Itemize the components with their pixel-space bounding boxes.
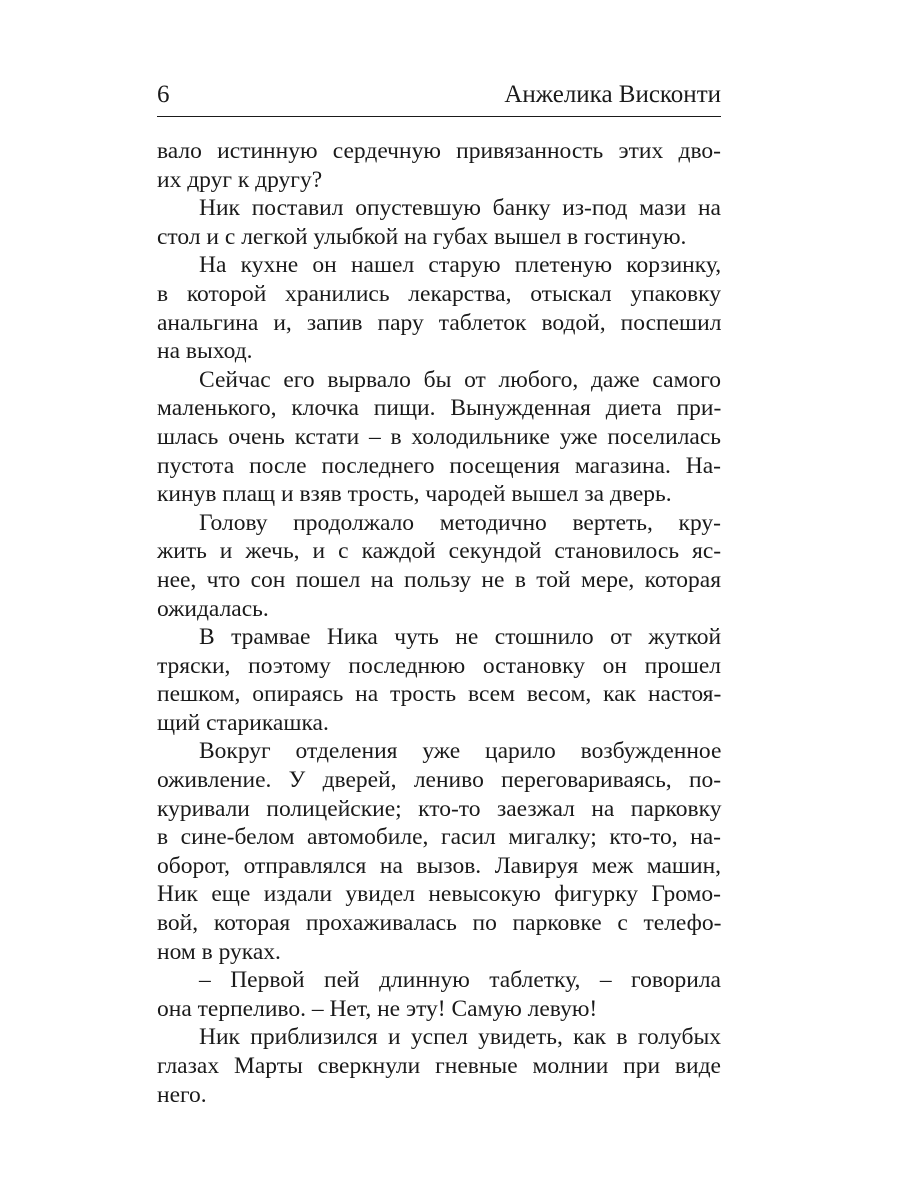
page-number: 6	[157, 81, 170, 108]
body-text	[157, 137, 721, 1109]
text-line: Ник приблизился и успел увидеть, как в голубых	[199, 1024, 721, 1051]
paragraph	[157, 737, 721, 966]
paragraph	[157, 366, 721, 509]
text-line: пустота после последнего посещения магазина. На-	[157, 452, 721, 479]
text-line: ном в руках.	[157, 938, 281, 965]
text-line: Ник еще издали увидел невысокую фигурку Громо-	[157, 881, 721, 908]
text-line: вало истинную сердечную привязанность этих дво-	[157, 138, 721, 164]
text-line: на выход.	[157, 338, 253, 365]
text-line: Сейчас его вырвало бы от любого, даже самого	[199, 366, 721, 393]
text-line: вой, которая прохаживалась по парковке с телефо-	[157, 910, 722, 937]
paragraph	[157, 137, 721, 194]
text-line: оборот, отправлялся на вызов. Лавируя меж машин,	[157, 852, 722, 879]
text-line: нее, что сон пошел на пользу не в той мере, которая	[157, 566, 722, 593]
text-line: оживление. У дверей, лениво переговариваясь, по-	[157, 767, 722, 794]
text-line: шлась очень кстати – в холодильнике уже поселилась	[157, 423, 721, 450]
text-line: В трамвае Ника чуть не стошнило от жуткой	[199, 624, 722, 651]
text-line: в которой хранились лекарства, отыскал упаковку	[157, 280, 721, 307]
text-line: ожидалась.	[157, 595, 269, 622]
text-line: их друг к другу?	[157, 166, 323, 193]
author-name: Анжелика Висконти	[504, 81, 721, 108]
text-line: На кухне он нашел старую плетеную корзинку,	[199, 252, 722, 279]
text-line: тряски, поэтому последнюю остановку он прошел	[157, 652, 721, 679]
text-line: Ник поставил опустевшую банку из-под мази на	[199, 195, 721, 222]
text-line: анальгина и, запив пару таблеток водой, поспешил	[157, 309, 722, 336]
paragraph	[157, 1023, 721, 1109]
text-line: глазах Марты сверкнули гневные молнии при виде	[157, 1053, 721, 1079]
paragraph	[157, 623, 721, 737]
paragraph	[157, 194, 721, 251]
paragraph	[157, 251, 721, 365]
text-line: кинув плащ и взяв трость, чародей вышел за дверь.	[157, 481, 672, 508]
running-head	[157, 80, 721, 117]
text-line: Вокруг отделения уже царило возбужденное	[199, 738, 722, 765]
text-line: – Первой пей длинную таблетку, – говорила	[199, 967, 721, 994]
text-line: Голову продолжало методично вертеть, кру-	[199, 509, 721, 536]
text-line: него.	[157, 1081, 207, 1108]
text-line: она терпеливо. – Нет, не эту! Самую левую!	[157, 995, 598, 1022]
text-line: куривали полицейские; кто-то заезжал на парковку	[157, 795, 722, 822]
book-page	[157, 80, 721, 1109]
text-line: в сине-белом автомобиле, гасил мигалку; кто-то, на-	[157, 824, 721, 851]
text-line: стол и с легкой улыбкой на губах вышел в гостиную.	[157, 223, 687, 250]
text-line: маленького, клочка пищи. Вынужденная диета при-	[157, 395, 722, 422]
paragraph	[157, 509, 721, 623]
text-line: щий старикашка.	[157, 709, 329, 736]
paragraph	[157, 966, 721, 1023]
text-line: жить и жечь, и с каждой секундой становилось яс-	[157, 538, 722, 565]
text-line: пешком, опираясь на трость всем весом, как настоя-	[157, 681, 722, 708]
